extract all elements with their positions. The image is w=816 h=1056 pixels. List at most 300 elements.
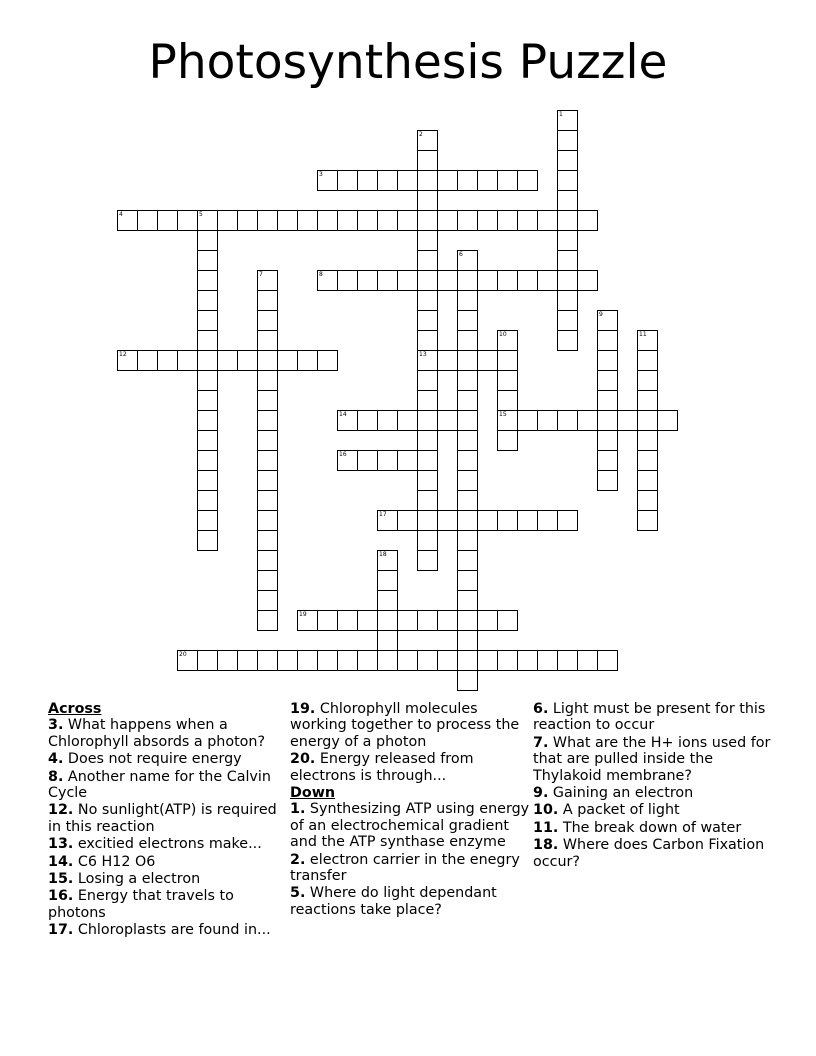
- crossword-cell[interactable]: [377, 610, 398, 631]
- crossword-cell[interactable]: [417, 410, 438, 431]
- crossword-cell[interactable]: [597, 410, 618, 431]
- crossword-cell[interactable]: [537, 270, 558, 291]
- crossword-cell[interactable]: [457, 450, 478, 471]
- crossword-cell[interactable]: [177, 210, 198, 231]
- clue-text: A packet of light: [558, 802, 680, 819]
- cell-number: 14: [339, 411, 347, 418]
- crossword-cell[interactable]: [597, 350, 618, 371]
- crossword-cell[interactable]: [637, 490, 658, 511]
- crossword-cell[interactable]: [597, 450, 618, 471]
- crossword-cell[interactable]: [577, 210, 598, 231]
- clue-text: C6 H12 O6: [73, 853, 156, 870]
- crossword-cell[interactable]: [417, 250, 438, 271]
- crossword-cell[interactable]: [357, 650, 378, 671]
- cell-number: 17: [379, 511, 387, 518]
- puzzle-title: Photosynthesis Puzzle: [148, 35, 668, 90]
- crossword-cell[interactable]: [417, 610, 438, 631]
- crossword-cell[interactable]: [217, 210, 238, 231]
- crossword-cell[interactable]: [297, 210, 318, 231]
- crossword-cell[interactable]: [197, 330, 218, 351]
- clue-number: 20.: [290, 751, 316, 768]
- down-clue: [533, 701, 773, 734]
- clue-number: 4.: [48, 751, 64, 768]
- crossword-cell[interactable]: [377, 590, 398, 611]
- crossword-cell[interactable]: [417, 350, 438, 371]
- crossword-cell[interactable]: [497, 330, 518, 351]
- crossword-cell[interactable]: [277, 650, 298, 671]
- crossword-cell[interactable]: [257, 490, 278, 511]
- crossword-cell[interactable]: [257, 450, 278, 471]
- clue-text: Energy released from electrons is through...: [290, 751, 474, 784]
- crossword-cell[interactable]: [197, 650, 218, 671]
- cell-number: 10: [499, 331, 507, 338]
- cell-number: 9: [599, 311, 603, 318]
- clue-text: What are the H+ ions used for that are pulled inside the Thylakoid membrane?: [533, 734, 771, 784]
- crossword-cell[interactable]: [637, 410, 658, 431]
- crossword-cell[interactable]: [417, 230, 438, 251]
- crossword-cell[interactable]: [257, 290, 278, 311]
- crossword-cell[interactable]: [557, 170, 578, 191]
- across-clues-part2: [290, 701, 530, 784]
- crossword-cell[interactable]: [537, 510, 558, 531]
- across-clue: [48, 717, 280, 750]
- crossword-cell[interactable]: [437, 210, 458, 231]
- crossword-cell[interactable]: [457, 570, 478, 591]
- crossword-cell[interactable]: [637, 510, 658, 531]
- crossword-cell[interactable]: [537, 410, 558, 431]
- crossword-cell[interactable]: [417, 650, 438, 671]
- crossword-cell[interactable]: [477, 610, 498, 631]
- crossword-cell[interactable]: [217, 650, 238, 671]
- crossword-cell[interactable]: [477, 270, 498, 291]
- cell-number: 5: [199, 211, 203, 218]
- crossword-cell[interactable]: [457, 650, 478, 671]
- clue-text: Losing a electron: [73, 871, 201, 888]
- crossword-cell[interactable]: [337, 650, 358, 671]
- crossword-cell[interactable]: [417, 370, 438, 391]
- crossword-cell[interactable]: [197, 370, 218, 391]
- across-clue: [48, 854, 280, 870]
- crossword-cell[interactable]: [457, 530, 478, 551]
- crossword-cell[interactable]: [337, 610, 358, 631]
- crossword-cell[interactable]: [257, 510, 278, 531]
- crossword-cell[interactable]: [557, 410, 578, 431]
- clue-column-1: [48, 701, 280, 940]
- crossword-cell[interactable]: [437, 170, 458, 191]
- crossword-cell[interactable]: [257, 530, 278, 551]
- crossword-cell[interactable]: [457, 210, 478, 231]
- crossword-cell[interactable]: [497, 210, 518, 231]
- crossword-cell[interactable]: [297, 350, 318, 371]
- clue-number: 18.: [533, 837, 559, 854]
- crossword-cell[interactable]: [517, 410, 538, 431]
- crossword-cell[interactable]: [597, 390, 618, 411]
- across-clues-part1: [48, 717, 280, 938]
- cell-number: 1: [559, 111, 563, 118]
- crossword-cell[interactable]: [377, 170, 398, 191]
- crossword-cell[interactable]: [477, 510, 498, 531]
- clue-text: Light must be present for this reaction to occur: [533, 701, 766, 734]
- crossword-cell[interactable]: [457, 350, 478, 371]
- across-heading: Across: [48, 701, 102, 717]
- crossword-cell[interactable]: [317, 210, 338, 231]
- cell-number: 7: [259, 271, 263, 278]
- crossword-cell[interactable]: [337, 450, 358, 471]
- clue-text: Energy that travels to photons: [48, 888, 234, 921]
- crossword-cell[interactable]: [477, 650, 498, 671]
- crossword-cell[interactable]: [397, 210, 418, 231]
- down-clues-part1: [290, 801, 530, 918]
- crossword-cell[interactable]: [377, 210, 398, 231]
- crossword-cell[interactable]: [397, 410, 418, 431]
- crossword-cell[interactable]: [377, 550, 398, 571]
- crossword-cell[interactable]: [457, 550, 478, 571]
- crossword-cell[interactable]: [517, 270, 538, 291]
- crossword-cell[interactable]: [577, 270, 598, 291]
- crossword-cell[interactable]: [317, 610, 338, 631]
- cell-number: 18: [379, 551, 387, 558]
- crossword-cell[interactable]: [397, 270, 418, 291]
- crossword-cell[interactable]: [257, 550, 278, 571]
- crossword-cell[interactable]: [457, 610, 478, 631]
- across-clue: [290, 701, 530, 750]
- crossword-cell[interactable]: [557, 650, 578, 671]
- crossword-cell[interactable]: [397, 450, 418, 471]
- crossword-cell[interactable]: [197, 530, 218, 551]
- crossword-cell[interactable]: [557, 290, 578, 311]
- crossword-cell[interactable]: [197, 350, 218, 371]
- crossword-cell[interactable]: [477, 350, 498, 371]
- crossword-cell[interactable]: [257, 390, 278, 411]
- crossword-cell[interactable]: [557, 310, 578, 331]
- crossword-cell[interactable]: [197, 430, 218, 451]
- crossword-cell[interactable]: [637, 450, 658, 471]
- crossword-cell[interactable]: [497, 410, 518, 431]
- crossword-cell[interactable]: [417, 330, 438, 351]
- crossword-cell[interactable]: [397, 610, 418, 631]
- crossword-cell[interactable]: [177, 650, 198, 671]
- crossword-cell[interactable]: [497, 650, 518, 671]
- crossword-cell[interactable]: [157, 350, 178, 371]
- cell-number: 11: [639, 331, 647, 338]
- crossword-cell[interactable]: [457, 250, 478, 271]
- crossword-cell[interactable]: [437, 270, 458, 291]
- crossword-cell[interactable]: [317, 170, 338, 191]
- crossword-cell[interactable]: [457, 270, 478, 291]
- crossword-cell[interactable]: [417, 150, 438, 171]
- crossword-cell[interactable]: [337, 270, 358, 291]
- crossword-cell[interactable]: [417, 310, 438, 331]
- crossword-cell[interactable]: [597, 330, 618, 351]
- crossword-cell[interactable]: [197, 250, 218, 271]
- clue-text: Synthesizing ATP using energy of an electrochemical gradient and the ATP synthase enzyme: [290, 801, 530, 851]
- crossword-cell[interactable]: [197, 310, 218, 331]
- crossword-cell[interactable]: [497, 170, 518, 191]
- crossword-cell[interactable]: [637, 390, 658, 411]
- crossword-cell[interactable]: [417, 550, 438, 571]
- crossword-cell[interactable]: [317, 270, 338, 291]
- crossword-cell[interactable]: [497, 610, 518, 631]
- crossword-cell[interactable]: [397, 650, 418, 671]
- across-clue: [48, 802, 280, 835]
- crossword-cell[interactable]: [257, 210, 278, 231]
- crossword-cell[interactable]: [597, 470, 618, 491]
- crossword-cell[interactable]: [597, 650, 618, 671]
- crossword-cell[interactable]: [637, 330, 658, 351]
- crossword-cell[interactable]: [237, 650, 258, 671]
- crossword-cell[interactable]: [477, 210, 498, 231]
- clue-number: 3.: [48, 717, 64, 734]
- crossword-cell[interactable]: [277, 350, 298, 371]
- crossword-cell[interactable]: [417, 290, 438, 311]
- crossword-cell[interactable]: [257, 350, 278, 371]
- crossword-cell[interactable]: [257, 410, 278, 431]
- crossword-cell[interactable]: [357, 610, 378, 631]
- crossword-cell[interactable]: [637, 470, 658, 491]
- clue-number: 2.: [290, 851, 306, 868]
- crossword-cell[interactable]: [257, 590, 278, 611]
- cell-number: 6: [459, 251, 463, 258]
- crossword-cell[interactable]: [197, 390, 218, 411]
- crossword-cell[interactable]: [117, 350, 138, 371]
- crossword-cell[interactable]: [457, 330, 478, 351]
- crossword-cell[interactable]: [497, 350, 518, 371]
- crossword-cell[interactable]: [457, 170, 478, 191]
- crossword-cell[interactable]: [577, 410, 598, 431]
- clue-number: 12.: [48, 802, 74, 819]
- crossword-cell[interactable]: [257, 330, 278, 351]
- crossword-cell[interactable]: [517, 510, 538, 531]
- down-clue: [533, 820, 773, 836]
- crossword-cell[interactable]: [257, 610, 278, 631]
- crossword-cell[interactable]: [377, 450, 398, 471]
- down-clue: [290, 885, 530, 918]
- crossword-cell[interactable]: [197, 490, 218, 511]
- crossword-cell[interactable]: [457, 310, 478, 331]
- crossword-cell[interactable]: [197, 510, 218, 531]
- crossword-cell[interactable]: [557, 190, 578, 211]
- crossword-cell[interactable]: [357, 410, 378, 431]
- crossword-cell[interactable]: [417, 190, 438, 211]
- clue-number: 8.: [48, 768, 64, 785]
- crossword-cell[interactable]: [357, 270, 378, 291]
- crossword-cell[interactable]: [557, 130, 578, 151]
- crossword-cell[interactable]: [557, 110, 578, 131]
- crossword-cell[interactable]: [197, 270, 218, 291]
- clue-text: Gaining an electron: [548, 785, 694, 802]
- crossword-cell[interactable]: [297, 610, 318, 631]
- crossword-cell[interactable]: [517, 650, 538, 671]
- crossword-cell[interactable]: [457, 370, 478, 391]
- clue-text: Chlorophyll molecules working together to process the energy of a photon: [290, 701, 520, 750]
- crossword-cell[interactable]: [457, 630, 478, 651]
- crossword-cell[interactable]: [417, 270, 438, 291]
- crossword-cell[interactable]: [277, 210, 298, 231]
- crossword-cell[interactable]: [357, 450, 378, 471]
- crossword-cell[interactable]: [317, 650, 338, 671]
- clue-number: 17.: [48, 922, 74, 939]
- crossword-cell[interactable]: [197, 210, 218, 231]
- cell-number: 8: [319, 271, 323, 278]
- down-clues-part2: [533, 701, 773, 870]
- crossword-cell[interactable]: [377, 270, 398, 291]
- down-clue: [533, 735, 773, 784]
- clue-text: No sunlight(ATP) is required in this reaction: [48, 802, 277, 835]
- across-clue: [48, 836, 280, 852]
- crossword-cell[interactable]: [457, 510, 478, 531]
- crossword-cell[interactable]: [517, 210, 538, 231]
- crossword-cell[interactable]: [637, 350, 658, 371]
- crossword-cell[interactable]: [217, 350, 238, 371]
- crossword-cell[interactable]: [117, 210, 138, 231]
- crossword-cell[interactable]: [617, 410, 638, 431]
- crossword-cell[interactable]: [557, 270, 578, 291]
- clue-number: 15.: [48, 871, 74, 888]
- crossword-cell[interactable]: [417, 390, 438, 411]
- crossword-cell[interactable]: [437, 410, 458, 431]
- crossword-cell[interactable]: [377, 570, 398, 591]
- down-clue: [533, 802, 773, 818]
- clue-number: 9.: [533, 785, 549, 802]
- crossword-cell[interactable]: [297, 650, 318, 671]
- clue-text: Chloroplasts are found in...: [73, 922, 271, 939]
- crossword-cell[interactable]: [637, 370, 658, 391]
- down-clue: [533, 785, 773, 801]
- crossword-cell[interactable]: [197, 230, 218, 251]
- crossword-cell[interactable]: [257, 430, 278, 451]
- clue-text: What happens when a Chlorophyll absords a photon?: [48, 717, 266, 750]
- crossword-cell[interactable]: [557, 150, 578, 171]
- crossword-cell[interactable]: [577, 650, 598, 671]
- crossword-cell[interactable]: [257, 310, 278, 331]
- crossword-cell[interactable]: [257, 370, 278, 391]
- crossword-cell[interactable]: [597, 430, 618, 451]
- crossword-cell[interactable]: [417, 530, 438, 551]
- crossword-cell[interactable]: [457, 390, 478, 411]
- crossword-cell[interactable]: [457, 490, 478, 511]
- crossword-cell[interactable]: [137, 350, 158, 371]
- crossword-cell[interactable]: [357, 170, 378, 191]
- crossword-cell[interactable]: [397, 510, 418, 531]
- crossword-cell[interactable]: [237, 350, 258, 371]
- crossword-cell[interactable]: [417, 470, 438, 491]
- crossword-cell[interactable]: [457, 470, 478, 491]
- across-clue: [48, 888, 280, 921]
- crossword-cell[interactable]: [477, 170, 498, 191]
- clue-text: Where does Carbon Fixation occur?: [533, 837, 765, 870]
- crossword-cell[interactable]: [437, 650, 458, 671]
- clue-number: 11.: [533, 819, 559, 836]
- crossword-cell[interactable]: [457, 430, 478, 451]
- crossword-cell[interactable]: [557, 210, 578, 231]
- crossword-cell[interactable]: [417, 490, 438, 511]
- crossword-cell[interactable]: [257, 470, 278, 491]
- crossword-cell[interactable]: [557, 250, 578, 271]
- crossword-cell[interactable]: [457, 670, 478, 691]
- crossword-cell[interactable]: [197, 470, 218, 491]
- cell-number: 13: [419, 351, 427, 358]
- crossword-cell[interactable]: [417, 130, 438, 151]
- clue-number: 14.: [48, 853, 74, 870]
- crossword-cell[interactable]: [377, 510, 398, 531]
- crossword-cell[interactable]: [177, 350, 198, 371]
- crossword-cell[interactable]: [597, 370, 618, 391]
- crossword-cell[interactable]: [437, 510, 458, 531]
- crossword-cell[interactable]: [257, 650, 278, 671]
- crossword-cell[interactable]: [437, 350, 458, 371]
- cell-number: 4: [119, 211, 123, 218]
- clue-number: 16.: [48, 888, 74, 905]
- crossword-cell[interactable]: [497, 370, 518, 391]
- cell-number: 12: [119, 351, 127, 358]
- crossword-cell[interactable]: [197, 410, 218, 431]
- clue-text: Where do light dependant reactions take place?: [290, 885, 497, 918]
- crossword-cell[interactable]: [497, 390, 518, 411]
- clue-column-3: [533, 701, 773, 871]
- clue-number: 19.: [290, 701, 316, 717]
- clue-text: Another name for the Calvin Cycle: [48, 768, 271, 802]
- crossword-cell[interactable]: [377, 630, 398, 651]
- crossword-cell[interactable]: [257, 570, 278, 591]
- crossword-cell[interactable]: [197, 450, 218, 471]
- crossword-cell[interactable]: [157, 210, 178, 231]
- down-clue: [290, 801, 530, 850]
- crossword-cell[interactable]: [137, 210, 158, 231]
- crossword-cell[interactable]: [557, 510, 578, 531]
- down-clue: [533, 837, 773, 870]
- crossword-cell[interactable]: [557, 230, 578, 251]
- crossword-cell[interactable]: [337, 410, 358, 431]
- crossword-cell[interactable]: [377, 650, 398, 671]
- crossword-cell[interactable]: [417, 510, 438, 531]
- crossword-cell[interactable]: [337, 210, 358, 231]
- crossword-cell[interactable]: [537, 210, 558, 231]
- crossword-cell[interactable]: [337, 170, 358, 191]
- crossword-cell[interactable]: [357, 210, 378, 231]
- crossword-cell[interactable]: [497, 430, 518, 451]
- crossword-cell[interactable]: [237, 210, 258, 231]
- crossword-cell[interactable]: [197, 290, 218, 311]
- clue-text: excitied electrons make...: [73, 836, 262, 853]
- crossword-cell[interactable]: [457, 290, 478, 311]
- crossword-cell[interactable]: [557, 330, 578, 351]
- crossword-cell[interactable]: [417, 430, 438, 451]
- crossword-cell[interactable]: [317, 350, 338, 371]
- clue-number: 6.: [533, 701, 549, 717]
- crossword-cell[interactable]: [417, 450, 438, 471]
- crossword-cell[interactable]: [657, 410, 678, 431]
- clue-text: The break down of water: [558, 819, 742, 836]
- crossword-cell[interactable]: [597, 310, 618, 331]
- across-clue: [48, 871, 280, 887]
- crossword-cell[interactable]: [517, 170, 538, 191]
- crossword-cell[interactable]: [417, 210, 438, 231]
- crossword-cell[interactable]: [397, 170, 418, 191]
- crossword-cell[interactable]: [457, 590, 478, 611]
- crossword-cell[interactable]: [537, 650, 558, 671]
- crossword-cell[interactable]: [497, 510, 518, 531]
- clue-text: electron carrier in the enegry transfer: [290, 851, 520, 885]
- crossword-cell[interactable]: [437, 610, 458, 631]
- crossword-cell[interactable]: [497, 270, 518, 291]
- crossword-cell[interactable]: [457, 410, 478, 431]
- across-clue: [48, 769, 280, 802]
- crossword-cell[interactable]: [637, 430, 658, 451]
- crossword-cell[interactable]: [417, 170, 438, 191]
- crossword-cell[interactable]: [377, 410, 398, 431]
- crossword-cell[interactable]: [257, 270, 278, 291]
- cell-number: 2: [419, 131, 423, 138]
